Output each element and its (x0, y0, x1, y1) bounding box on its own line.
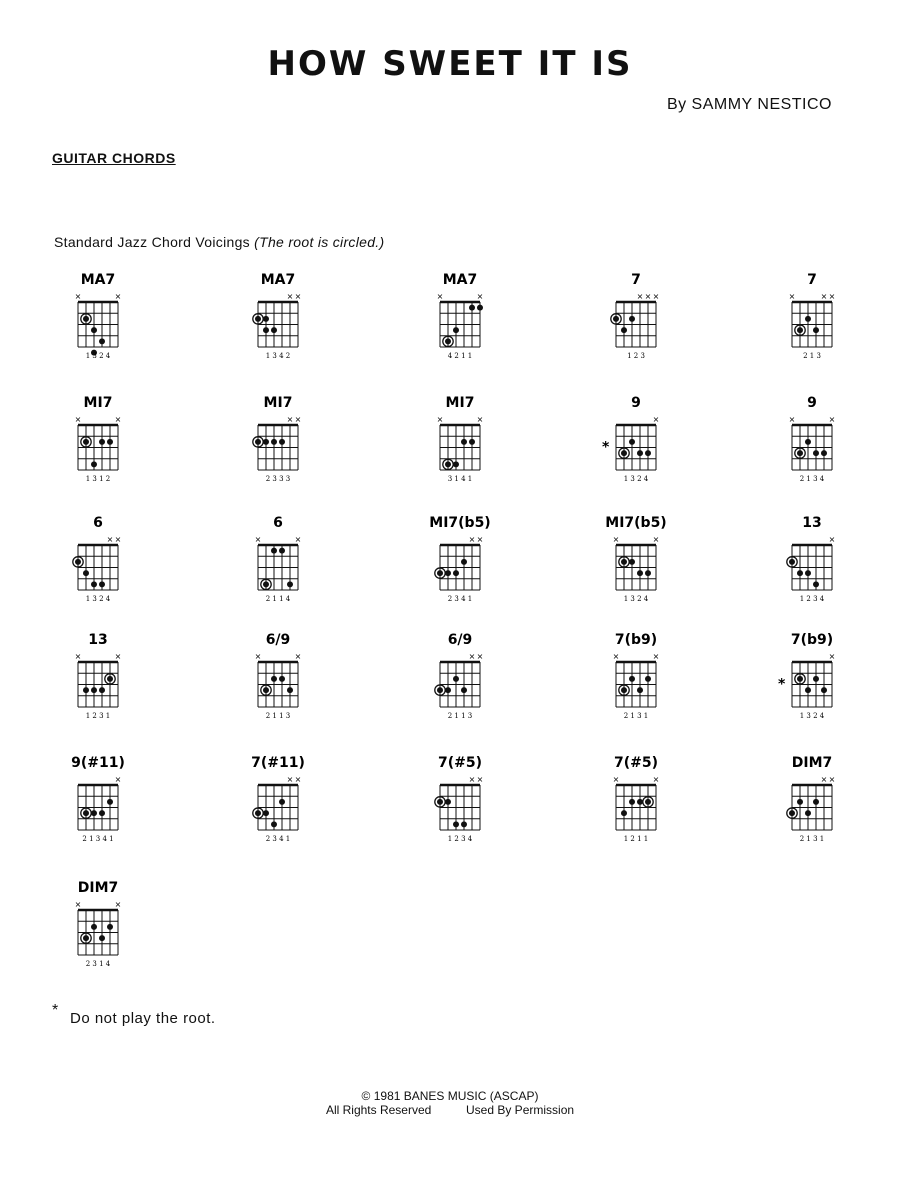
chord-chart (762, 385, 862, 485)
fingering-label: 2 1 1 3 (265, 712, 291, 720)
finger-dot (629, 676, 635, 682)
chord-diagram (48, 622, 148, 722)
finger-dot (461, 439, 467, 445)
mute-marker: × (74, 652, 82, 661)
finger-dot (637, 450, 643, 456)
mute-marker: × (294, 415, 302, 424)
chord-chart (586, 385, 686, 485)
mute-marker: × (468, 652, 476, 661)
finger-dot (453, 570, 459, 576)
finger-dot (83, 570, 89, 576)
root-dot (621, 450, 627, 456)
finger-dot (279, 799, 285, 805)
mute-marker: × (254, 652, 262, 661)
fingering-label: 2 1 3 4 (799, 475, 825, 483)
fingering-label: 2 3 4 1 (447, 595, 473, 603)
chord-chart (48, 505, 148, 605)
rights-reserved: All Rights Reserved (325, 1103, 432, 1117)
mute-marker: × (652, 652, 660, 661)
finger-dot (279, 548, 285, 554)
intro-main: Standard Jazz Chord Voicings (54, 234, 250, 250)
chord-name: 9 (807, 395, 817, 411)
finger-dot (805, 810, 811, 816)
finger-dot (813, 676, 819, 682)
chord-chart (228, 262, 328, 362)
chord-chart (228, 505, 328, 605)
finger-dot (461, 687, 467, 693)
footnote-asterisk: * (52, 1002, 59, 1019)
finger-dot (91, 327, 97, 333)
mute-marker: × (468, 535, 476, 544)
mute-marker: × (820, 292, 828, 301)
mute-marker: × (636, 292, 644, 301)
mute-marker: × (294, 652, 302, 661)
mute-marker: × (106, 535, 114, 544)
root-dot (613, 316, 619, 322)
chord-name: 13 (88, 632, 108, 648)
finger-dot (271, 821, 277, 827)
mute-marker: × (114, 900, 122, 909)
finger-dot (629, 559, 635, 565)
mute-marker: × (114, 292, 122, 301)
chord-name: MI7(b5) (605, 515, 667, 531)
finger-dot (637, 687, 643, 693)
root-dot (621, 559, 627, 565)
no-root-asterisk: * (778, 676, 786, 693)
finger-dot (107, 799, 113, 805)
chord-diagram (410, 505, 510, 605)
finger-dot (797, 570, 803, 576)
mute-marker: × (476, 775, 484, 784)
root-dot (263, 687, 269, 693)
chord-diagram (586, 262, 686, 362)
chord-name: 7(#5) (613, 755, 659, 771)
chord-chart (48, 262, 148, 362)
finger-dot (445, 687, 451, 693)
mute-marker: × (476, 415, 484, 424)
chord-diagram (228, 505, 328, 605)
mute-marker: × (644, 292, 652, 301)
root-dot (83, 316, 89, 322)
mute-marker: × (74, 415, 82, 424)
mute-marker: × (612, 535, 620, 544)
chord-name: MA7 (442, 272, 478, 288)
finger-dot (813, 581, 819, 587)
chord-diagram (586, 385, 686, 485)
finger-dot (263, 439, 269, 445)
fingering-label: 1 3 2 4 (799, 712, 825, 720)
finger-dot (445, 570, 451, 576)
finger-dot (271, 327, 277, 333)
finger-dot (83, 687, 89, 693)
chord-name: DIM7 (791, 755, 833, 771)
fingering-label: 1 2 3 (627, 352, 645, 360)
root-dot (255, 439, 261, 445)
mute-marker: × (114, 652, 122, 661)
chord-name: MI7 (83, 395, 113, 411)
finger-dot (91, 810, 97, 816)
root-dot (621, 687, 627, 693)
finger-dot (629, 799, 635, 805)
finger-dot (813, 799, 819, 805)
intro-note: (The root is circled.) (254, 234, 385, 250)
chord-name: MI7 (263, 395, 293, 411)
mute-marker: × (114, 415, 122, 424)
finger-dot (107, 924, 113, 930)
finger-dot (263, 810, 269, 816)
finger-dot (453, 676, 459, 682)
copyright-line: © 1981 BANES MUSIC (ASCAP) (361, 1089, 539, 1103)
root-dot (255, 316, 261, 322)
chord-diagram (762, 745, 862, 845)
mute-marker: × (476, 292, 484, 301)
mute-marker: × (468, 775, 476, 784)
chord-chart (410, 622, 510, 722)
finger-dot (279, 676, 285, 682)
mute-marker: × (828, 775, 836, 784)
mute-marker: × (286, 415, 294, 424)
finger-dot (645, 450, 651, 456)
finger-dot (813, 327, 819, 333)
fingering-label: 1 2 1 1 (623, 835, 649, 843)
mute-marker: × (286, 775, 294, 784)
copyright-block (0, 1089, 900, 1117)
finger-dot (99, 687, 105, 693)
finger-dot (91, 687, 97, 693)
section-heading: GUITAR CHORDS (52, 150, 176, 166)
chord-diagram (762, 262, 862, 362)
mute-marker: × (114, 775, 122, 784)
fingering-label: 1 3 4 2 (265, 352, 291, 360)
chord-diagram (228, 385, 328, 485)
chord-diagram (228, 622, 328, 722)
used-by-permission: Used By Permission (466, 1103, 575, 1117)
chord-chart (48, 622, 148, 722)
mute-marker: × (828, 415, 836, 424)
chord-diagram (586, 505, 686, 605)
chord-diagram (762, 505, 862, 605)
chord-chart (410, 262, 510, 362)
mute-marker: × (74, 292, 82, 301)
fingering-label: 1 3 2 4 (623, 475, 649, 483)
mute-marker: × (294, 775, 302, 784)
chord-name: 9(#11) (71, 755, 125, 771)
fingering-label: 2 1 3 1 (623, 712, 649, 720)
mute-marker: × (788, 292, 796, 301)
finger-dot (453, 821, 459, 827)
fingering-label: 1 3 2 4 (85, 595, 111, 603)
chord-diagram (48, 870, 148, 970)
fingering-label: 1 2 3 4 (447, 835, 473, 843)
root-dot (797, 327, 803, 333)
fingering-label: 1 3 1 2 (85, 475, 111, 483)
mute-marker: × (476, 535, 484, 544)
mute-marker: × (788, 415, 796, 424)
finger-dot (621, 810, 627, 816)
finger-dot (805, 687, 811, 693)
finger-dot (99, 338, 105, 344)
root-dot (789, 559, 795, 565)
fingering-label: 2 1 3 1 (799, 835, 825, 843)
finger-dot (797, 799, 803, 805)
fingering-label: 2 3 4 1 (265, 835, 291, 843)
root-dot (83, 810, 89, 816)
finger-dot (637, 799, 643, 805)
fingering-label: 1 2 3 4 (799, 595, 825, 603)
finger-dot (263, 316, 269, 322)
chord-diagram (410, 622, 510, 722)
finger-dot (271, 548, 277, 554)
mute-marker: × (828, 652, 836, 661)
mute-marker: × (286, 292, 294, 301)
finger-dot (461, 821, 467, 827)
chord-chart (410, 745, 510, 845)
fingering-label: 2 1 1 4 (265, 595, 291, 603)
finger-dot (621, 327, 627, 333)
root-dot (437, 570, 443, 576)
finger-dot (629, 316, 635, 322)
mute-marker: × (476, 652, 484, 661)
finger-dot (821, 450, 827, 456)
chord-name: 13 (802, 515, 822, 531)
footnote-text: Do not play the root. (70, 1010, 216, 1027)
root-dot (437, 687, 443, 693)
root-dot (75, 559, 81, 565)
chord-diagram (586, 745, 686, 845)
finger-dot (469, 439, 475, 445)
finger-dot (453, 461, 459, 467)
finger-dot (279, 439, 285, 445)
chord-chart (586, 745, 686, 845)
finger-dot (107, 439, 113, 445)
chord-chart (586, 622, 686, 722)
root-dot (255, 810, 261, 816)
chord-diagram (410, 262, 510, 362)
chord-name: 7(b9) (790, 632, 834, 648)
chord-name: MA7 (80, 272, 116, 288)
chord-chart (586, 262, 686, 362)
chord-name: 7 (631, 272, 641, 288)
fingering-label: 4 2 1 1 (447, 352, 473, 360)
root-dot (445, 461, 451, 467)
chord-name: DIM7 (77, 880, 119, 896)
finger-dot (805, 316, 811, 322)
root-dot (797, 450, 803, 456)
chord-chart (410, 505, 510, 605)
finger-dot (99, 935, 105, 941)
mute-marker: × (652, 535, 660, 544)
finger-dot (461, 559, 467, 565)
finger-dot (637, 570, 643, 576)
chord-diagram (48, 745, 148, 845)
chord-diagram (410, 745, 510, 845)
finger-dot (645, 676, 651, 682)
intro-text (54, 234, 384, 250)
finger-dot (99, 810, 105, 816)
fingering-label: 2 3 1 4 (85, 960, 111, 968)
fingering-label: 2 1 3 4 1 (82, 835, 114, 843)
finger-dot (645, 570, 651, 576)
chord-diagram (228, 262, 328, 362)
chord-chart (48, 870, 148, 970)
chord-name: 6 (93, 515, 103, 531)
chord-chart (48, 745, 148, 845)
chord-chart (762, 622, 862, 722)
finger-dot (271, 676, 277, 682)
finger-dot (287, 687, 293, 693)
finger-dot (91, 581, 97, 587)
chord-name: 6/9 (265, 632, 291, 648)
mute-marker: × (254, 535, 262, 544)
finger-dot (263, 327, 269, 333)
no-root-asterisk: * (602, 439, 610, 456)
chord-name: 7(b9) (614, 632, 658, 648)
mute-marker: × (828, 292, 836, 301)
root-dot (83, 935, 89, 941)
finger-dot (805, 570, 811, 576)
chord-diagram (762, 385, 862, 485)
mute-marker: × (652, 775, 660, 784)
chord-name: 7(#11) (251, 755, 305, 771)
chord-chart (762, 505, 862, 605)
mute-marker: × (652, 415, 660, 424)
chord-chart (762, 262, 862, 362)
fingering-label: 1 3 2 4 (85, 352, 111, 360)
chord-diagram (410, 385, 510, 485)
finger-dot (477, 305, 483, 311)
root-dot (797, 676, 803, 682)
chord-name: MI7(b5) (429, 515, 491, 531)
chord-diagram (48, 385, 148, 485)
chord-chart (228, 745, 328, 845)
chord-name: 7 (807, 272, 817, 288)
mute-marker: × (436, 292, 444, 301)
chord-name: 6/9 (447, 632, 473, 648)
mute-marker: × (652, 292, 660, 301)
chord-name: 7(#5) (437, 755, 483, 771)
mute-marker: × (820, 775, 828, 784)
chord-diagram (762, 622, 862, 722)
chord-chart (586, 505, 686, 605)
finger-dot (99, 581, 105, 587)
chord-diagram (586, 622, 686, 722)
chord-chart (48, 385, 148, 485)
mute-marker: × (828, 535, 836, 544)
chord-name: 6 (273, 515, 283, 531)
fingering-label: 2 3 3 3 (265, 475, 291, 483)
finger-dot (629, 439, 635, 445)
mute-marker: × (612, 652, 620, 661)
root-dot (437, 799, 443, 805)
chord-diagram (48, 505, 148, 605)
root-dot (83, 439, 89, 445)
finger-dot (99, 439, 105, 445)
root-dot (263, 581, 269, 587)
chord-diagram (228, 745, 328, 845)
fingering-label: 2 1 3 (803, 352, 821, 360)
finger-dot (287, 581, 293, 587)
finger-dot (445, 799, 451, 805)
page-title: HOW SWEET IT IS (267, 44, 633, 84)
root-dot (789, 810, 795, 816)
mute-marker: × (74, 900, 82, 909)
fingering-label: 1 3 2 4 (623, 595, 649, 603)
finger-dot (813, 450, 819, 456)
chord-chart (762, 745, 862, 845)
finger-dot (821, 687, 827, 693)
mute-marker: × (294, 292, 302, 301)
chord-chart (228, 622, 328, 722)
root-dot (107, 676, 113, 682)
finger-dot (453, 327, 459, 333)
root-dot (445, 338, 451, 344)
mute-marker: × (114, 535, 122, 544)
chord-diagram (48, 262, 148, 362)
mute-marker: × (436, 415, 444, 424)
finger-dot (91, 924, 97, 930)
chord-name: MI7 (445, 395, 475, 411)
root-dot (645, 799, 651, 805)
mute-marker: × (612, 775, 620, 784)
chord-chart (410, 385, 510, 485)
chord-name: 9 (631, 395, 641, 411)
finger-dot (469, 305, 475, 311)
finger-dot (271, 439, 277, 445)
chord-name: MA7 (260, 272, 296, 288)
composer-credit: By SAMMY NESTICO (666, 96, 832, 113)
chord-chart (228, 385, 328, 485)
finger-dot (91, 461, 97, 467)
fingering-label: 1 2 3 1 (85, 712, 111, 720)
fingering-label: 3 1 4 1 (447, 475, 473, 483)
fingering-label: 2 1 1 3 (447, 712, 473, 720)
finger-dot (805, 439, 811, 445)
mute-marker: × (294, 535, 302, 544)
